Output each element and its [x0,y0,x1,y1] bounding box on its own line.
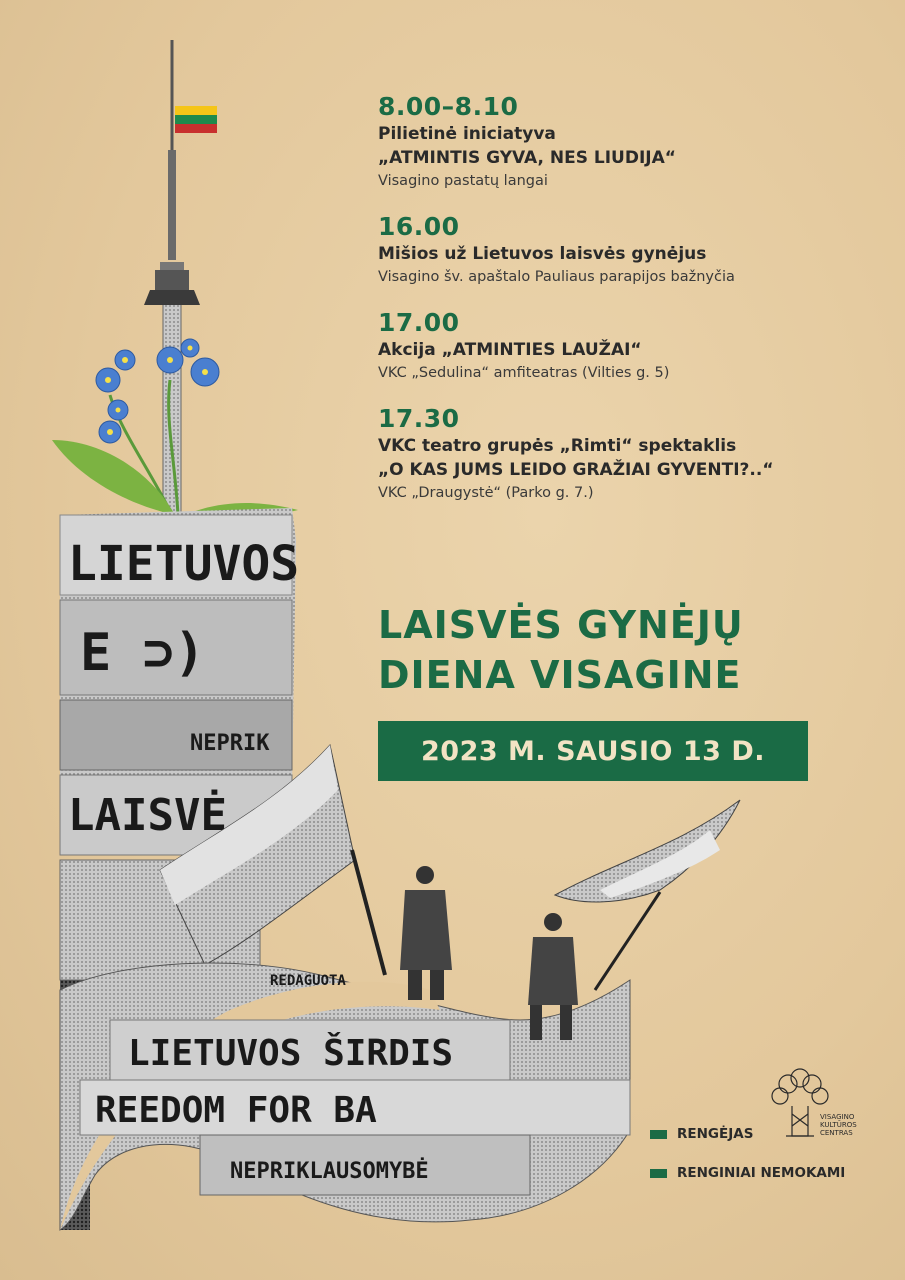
logo-text-line: CENTRAS [820,1129,853,1137]
wall-slogan-nepriklausomybe: NEPRIKLAUSOMYBĖ [230,1159,429,1184]
wall-slogan-lietuvos-sirdis: LIETUVOS ŠIRDIS [128,1033,454,1074]
wall-slogan-lietuvos: LIETUVOS [68,536,300,592]
legend-free [650,1165,845,1181]
wall-slogan-neprik: NEPRIK [190,731,270,756]
event-place: VKC „Sedulina“ amfiteatras (Vilties g. 5) [378,365,670,381]
schedule-item [378,212,878,288]
legend-square-icon [650,1130,667,1139]
event-time: 16.00 [378,212,460,241]
logo-text-line: VISAGINO [820,1113,855,1121]
headline-line-2: DIENA VISAGINE [378,653,742,697]
legend-square-icon [650,1169,667,1178]
wall-slogan-laisve: LAISVĖ [68,790,227,841]
schedule-item [378,92,878,192]
event-title-line: VKC teatro grupės „Rimti“ spektaklis [378,436,737,456]
svg-text:E ⊃): E ⊃) [80,623,206,683]
event-title-line: „ATMINTIS GYVA, NES LIUDIJA“ [378,148,676,168]
event-date: 2023 M. SAUSIO 13 D. [421,735,765,767]
event-schedule [378,92,878,524]
schedule-item [378,308,878,384]
event-place: Visagino pastatų langai [378,173,548,189]
waving-flag-right [555,800,740,990]
schedule-item [378,404,878,504]
event-date-banner [378,721,808,781]
logo-text-line: KULTŪROS [820,1121,857,1129]
event-title-line: Akcija „ATMINTIES LAUŽAI“ [378,340,642,360]
event-title-line: Mišios už Lietuvos laisvės gynėjus [378,244,707,264]
event-time: 17.30 [378,404,460,433]
wall-slogan-redaguota: REDAGUOTA [270,973,346,989]
event-place: Visagino šv. apaštalo Pauliaus parapijos bažnyčia [378,269,735,285]
event-place: VKC „Draugystė“ (Parko g. 7.) [378,485,594,501]
legend-organizer-label: RENGĖJAS [677,1126,754,1142]
poster-headline [378,600,858,700]
legend-organizer [650,1126,753,1142]
logo-text [820,1113,857,1137]
event-title-line: „O KAS JUMS LEIDO GRAŽIAI GYVENTI?..“ [378,460,774,480]
wall-slogan-freedom: REEDOM FOR BA [95,1090,377,1131]
event-time: 8.00–8.10 [378,92,519,121]
event-title-line: Pilietinė iniciatyva [378,124,556,144]
event-time: 17.00 [378,308,460,337]
lithuanian-flag-icon [175,106,217,133]
headline-line-1: LAISVĖS GYNĖJŲ [378,603,744,647]
legend-free-label: RENGINIAI NEMOKAMI [677,1165,846,1181]
